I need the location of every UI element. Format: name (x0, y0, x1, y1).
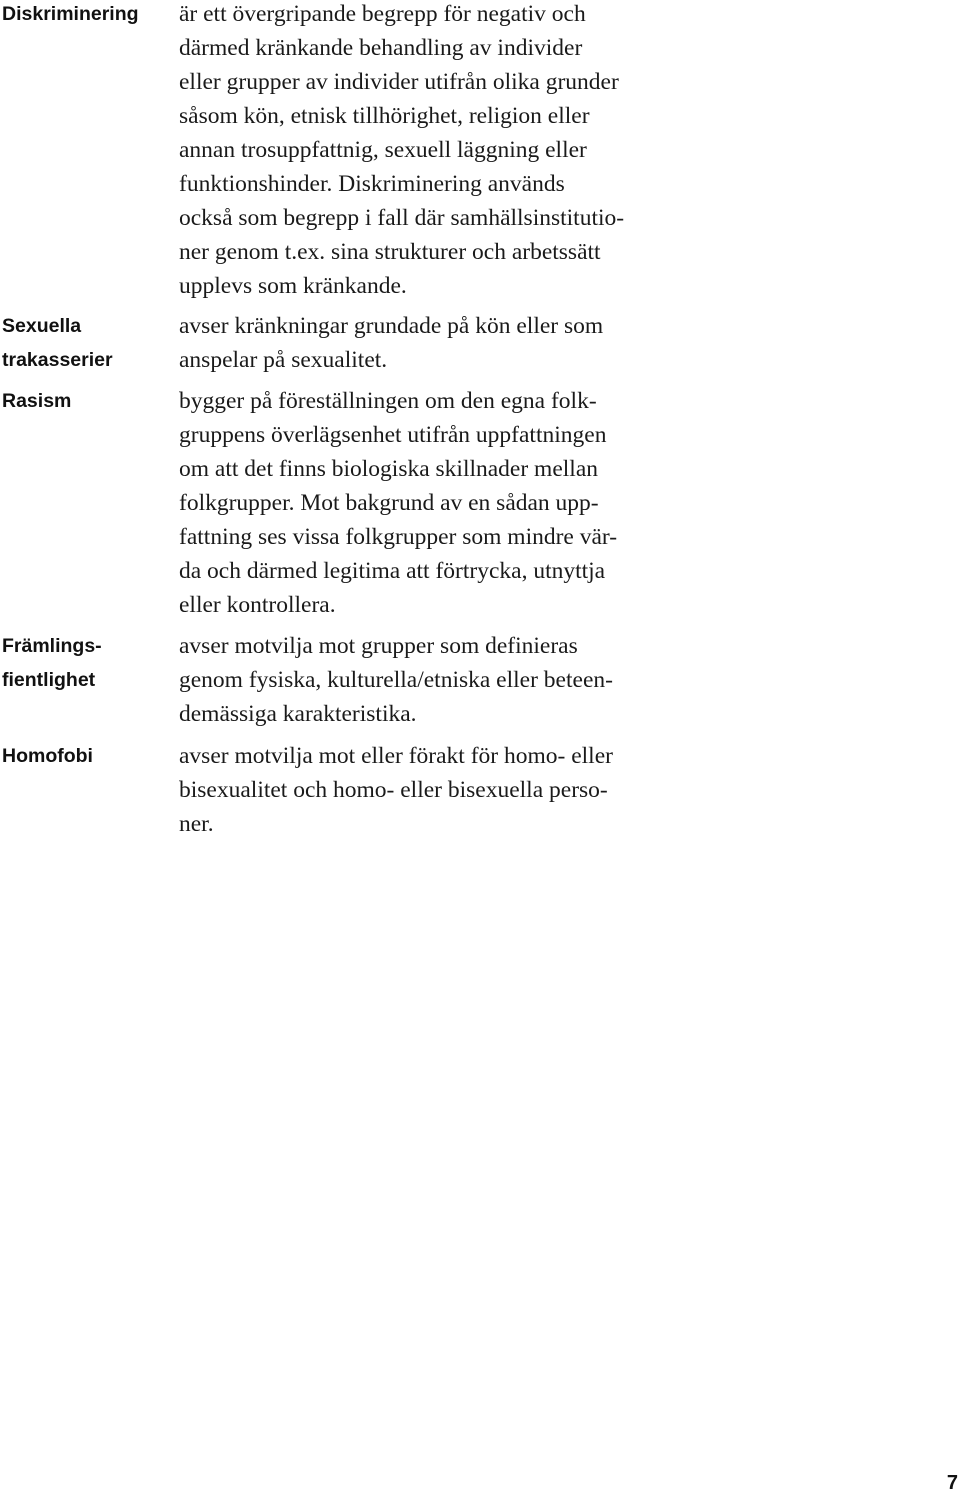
definition-line: folkgrupper. Mot bakgrund av en sådan upp- (179, 490, 599, 516)
definition-line: fattning ses vissa folkgrupper som mindre vär- (179, 524, 618, 550)
definition-line: upplevs som kränkande. (179, 273, 407, 299)
definition-line: ner genom t.ex. sina strukturer och arbetssätt (179, 239, 601, 265)
definition-line: är ett övergripande begrepp för negativ och (179, 1, 586, 27)
definition-line: eller kontrollera. (179, 592, 336, 618)
definition-line: bygger på föreställningen om den egna folk- (179, 388, 597, 414)
term-line: Rasism (2, 390, 72, 412)
definition-line: eller grupper av individer utifrån olika grunder (179, 69, 619, 95)
term-label (2, 384, 172, 418)
term-label (2, 739, 172, 773)
definition-text (179, 0, 739, 303)
definition-line: också som begrepp i fall där samhällsinstitutio- (179, 205, 625, 231)
definition-line: funktionshinder. Diskriminering används (179, 171, 565, 197)
term-line: fientlighet (2, 669, 96, 691)
definition-line: såsom kön, etnisk tillhörighet, religion eller (179, 103, 590, 129)
definition-line: anspelar på sexualitet. (179, 347, 388, 373)
definition-line: bisexualitet och homo- eller bisexuella perso- (179, 777, 608, 803)
term-line: Sexuella (2, 315, 82, 337)
definition-line: demässiga karakteristika. (179, 701, 417, 727)
definition-line: annan trosuppfattnig, sexuell läggning eller (179, 137, 587, 163)
definition-line: avser kränkningar grundade på kön eller som (179, 313, 604, 339)
definition-line: gruppens överlägsenhet utifrån uppfattningen (179, 422, 607, 448)
term-label (2, 0, 172, 31)
term-line: Diskriminering (2, 3, 139, 25)
definition-line: avser motvilja mot grupper som definieras (179, 633, 578, 659)
definition-text (179, 309, 739, 377)
definition-line: därmed kränkande behandling av individer (179, 35, 583, 61)
definition-text (179, 629, 739, 731)
term-line: Främlings- (2, 635, 102, 657)
term-line: trakasserier (2, 349, 113, 371)
definition-text (179, 739, 739, 841)
definition-line: avser motvilja mot eller förakt för homo- eller (179, 743, 613, 769)
definition-line: ner. (179, 811, 214, 837)
definition-line: genom fysiska, kulturella/etniska eller beteen- (179, 667, 613, 693)
page-number: 7 (946, 1472, 958, 1494)
definition-line: om att det finns biologiska skillnader mellan (179, 456, 599, 482)
term-line: Homofobi (2, 745, 93, 767)
definition-line: da och därmed legitima att förtrycka, utnyttja (179, 558, 606, 584)
definition-text (179, 384, 739, 622)
term-label (2, 629, 172, 697)
term-label (2, 309, 172, 377)
